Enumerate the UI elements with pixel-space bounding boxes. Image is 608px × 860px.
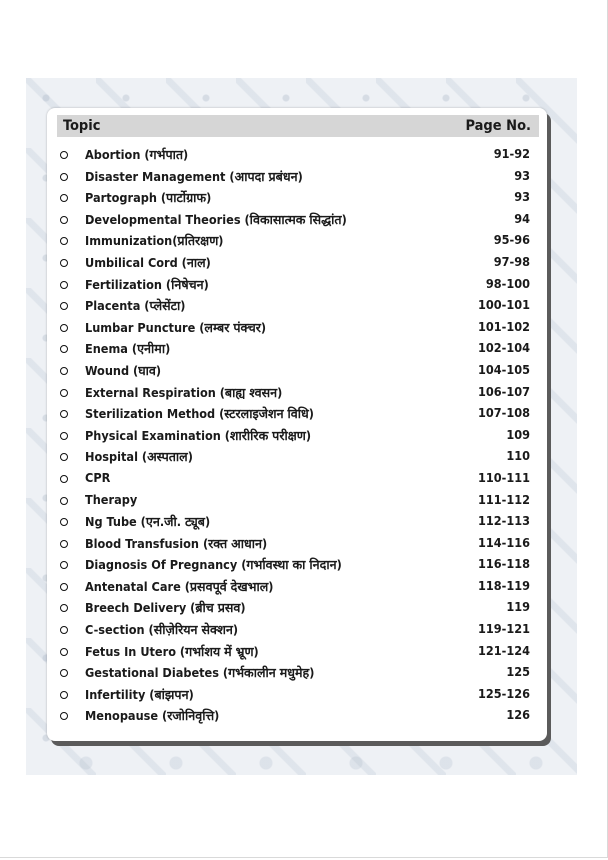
page-number: 94 — [514, 210, 530, 226]
list-item[interactable] — [47, 404, 547, 426]
topic-label: Abortion (गर्भपात) — [85, 147, 189, 162]
page-number: 119-121 — [477, 621, 530, 637]
list-item[interactable] — [47, 210, 547, 232]
circle-bullet-icon — [60, 432, 68, 440]
page-number: 110-111 — [477, 469, 530, 485]
circle-bullet-icon — [60, 669, 68, 677]
topic-label: Menopause (रजोनिवृत्ति) — [85, 708, 220, 724]
table-header — [57, 115, 539, 137]
topic-label: External Respiration (बाह्य श्वसन) — [85, 384, 283, 400]
page-number: 109 — [506, 426, 530, 442]
page-number: 104-105 — [477, 361, 530, 377]
list-item[interactable] — [47, 534, 547, 556]
page-number: 116-118 — [477, 556, 530, 572]
list-item[interactable] — [47, 253, 547, 275]
page-number: 125-126 — [477, 685, 530, 701]
circle-bullet-icon — [60, 604, 68, 612]
circle-bullet-icon — [60, 194, 68, 202]
circle-bullet-icon — [60, 518, 68, 526]
circle-bullet-icon — [60, 540, 68, 548]
topic-label: Sterilization Method (स्टरलाइजेशन विधि) — [85, 406, 314, 422]
topic-label: Wound (घाव) — [85, 362, 162, 378]
topic-label: Hospital (अस्पताल) — [85, 449, 193, 465]
circle-bullet-icon — [60, 173, 68, 181]
list-item[interactable] — [47, 491, 547, 513]
page-number: 93 — [514, 189, 530, 205]
circle-bullet-icon — [60, 216, 68, 224]
page-number: 91-92 — [493, 146, 530, 161]
page-number: 114-116 — [477, 534, 530, 550]
page-number: 125 — [506, 664, 530, 680]
circle-bullet-icon — [60, 302, 68, 310]
page-number: 126 — [506, 707, 530, 723]
list-item[interactable] — [47, 706, 547, 728]
list-item[interactable] — [47, 447, 547, 469]
topic-label: Enema (एनीमा) — [85, 341, 171, 357]
circle-bullet-icon — [60, 497, 68, 505]
page-column-header: Page No. — [465, 118, 531, 134]
topic-label: Placenta (प्लेसेंटा) — [85, 298, 186, 314]
circle-bullet-icon — [60, 367, 68, 375]
topic-label: Ng Tube (एन.जी. ट्यूब) — [85, 514, 211, 530]
page-number: 110 — [506, 448, 530, 464]
topic-label: Umbilical Cord (नाल) — [85, 254, 211, 270]
topic-label: Fetus In Utero (गर्भाशय में भ्रूण) — [85, 643, 259, 659]
page-number: 95-96 — [493, 232, 530, 248]
list-item[interactable] — [47, 685, 547, 707]
list-item[interactable] — [47, 512, 547, 534]
topic-label: Developmental Theories (विकासात्मक सिद्धांत) — [85, 211, 347, 227]
list-item[interactable] — [47, 275, 547, 297]
circle-bullet-icon — [60, 237, 68, 245]
topic-label: C-section (सीज़ेरियन सेक्शन) — [85, 622, 239, 638]
list-item[interactable] — [47, 663, 547, 685]
circle-bullet-icon — [60, 410, 68, 418]
topic-label: Gestational Diabetes (गर्भकालीन मधुमेह) — [85, 665, 315, 681]
topic-column-header: Topic — [63, 118, 101, 134]
circle-bullet-icon — [60, 691, 68, 699]
page-number: 100-101 — [477, 297, 530, 313]
page-number: 102-104 — [477, 340, 530, 356]
page-number: 98-100 — [485, 275, 530, 291]
topic-label: Fertilization (निषेचन) — [85, 276, 209, 292]
topic-label: Diagnosis Of Pregnancy (गर्भावस्था का निदान) — [85, 557, 342, 573]
circle-bullet-icon — [60, 453, 68, 461]
list-item[interactable] — [47, 361, 547, 383]
list-item[interactable] — [47, 383, 547, 405]
circle-bullet-icon — [60, 151, 68, 159]
topic-label: Partograph (पार्टोग्राफ) — [85, 190, 212, 206]
topic-label: Breech Delivery (ब्रीच प्रसव) — [85, 600, 246, 616]
topic-label: Therapy — [85, 491, 138, 507]
topic-label: Disaster Management (आपदा प्रबंधन) — [85, 168, 303, 184]
list-item[interactable] — [47, 167, 547, 189]
page-number: 106-107 — [477, 383, 530, 399]
page-number: 111-112 — [477, 491, 530, 507]
page-number: 93 — [514, 167, 530, 183]
contents-card — [47, 108, 547, 741]
circle-bullet-icon — [60, 389, 68, 397]
circle-bullet-icon — [60, 324, 68, 332]
list-item[interactable] — [47, 339, 547, 361]
page-number: 121-124 — [477, 642, 530, 658]
contents-list — [47, 145, 547, 728]
page-number: 112-113 — [477, 513, 530, 529]
list-item[interactable] — [47, 642, 547, 664]
list-item[interactable] — [47, 231, 547, 253]
list-item[interactable] — [47, 188, 547, 210]
list-item[interactable] — [47, 598, 547, 620]
page-number: 119 — [506, 599, 530, 615]
list-item[interactable] — [47, 469, 547, 491]
circle-bullet-icon — [60, 259, 68, 267]
topic-label: Physical Examination (शारीरिक परीक्षण) — [85, 427, 312, 443]
page-number: 118-119 — [477, 577, 530, 593]
topic-label: Blood Transfusion (रक्त आधान) — [85, 535, 268, 551]
list-item[interactable] — [47, 555, 547, 577]
circle-bullet-icon — [60, 345, 68, 353]
topic-label: Antenatal Care (प्रसवपूर्व देखभाल) — [85, 578, 274, 594]
topic-label: Lumbar Puncture (लम्बर पंक्चर) — [85, 319, 267, 335]
list-item[interactable] — [47, 296, 547, 318]
circle-bullet-icon — [60, 281, 68, 289]
page-number: 97-98 — [493, 253, 530, 269]
circle-bullet-icon — [60, 561, 68, 569]
circle-bullet-icon — [60, 712, 68, 720]
list-item[interactable] — [47, 318, 547, 340]
page-number: 101-102 — [477, 318, 530, 334]
list-item[interactable] — [47, 426, 547, 448]
topic-label: Immunization(प्रतिरक्षण) — [85, 233, 224, 249]
list-item[interactable] — [47, 145, 547, 167]
topic-label: Infertility (बांझपन) — [85, 686, 194, 702]
circle-bullet-icon — [60, 583, 68, 591]
circle-bullet-icon — [60, 648, 68, 656]
list-item[interactable] — [47, 577, 547, 599]
circle-bullet-icon — [60, 475, 68, 483]
list-item[interactable] — [47, 620, 547, 642]
topic-label: CPR — [85, 469, 111, 485]
page-number: 107-108 — [477, 405, 530, 421]
circle-bullet-icon — [60, 626, 68, 634]
